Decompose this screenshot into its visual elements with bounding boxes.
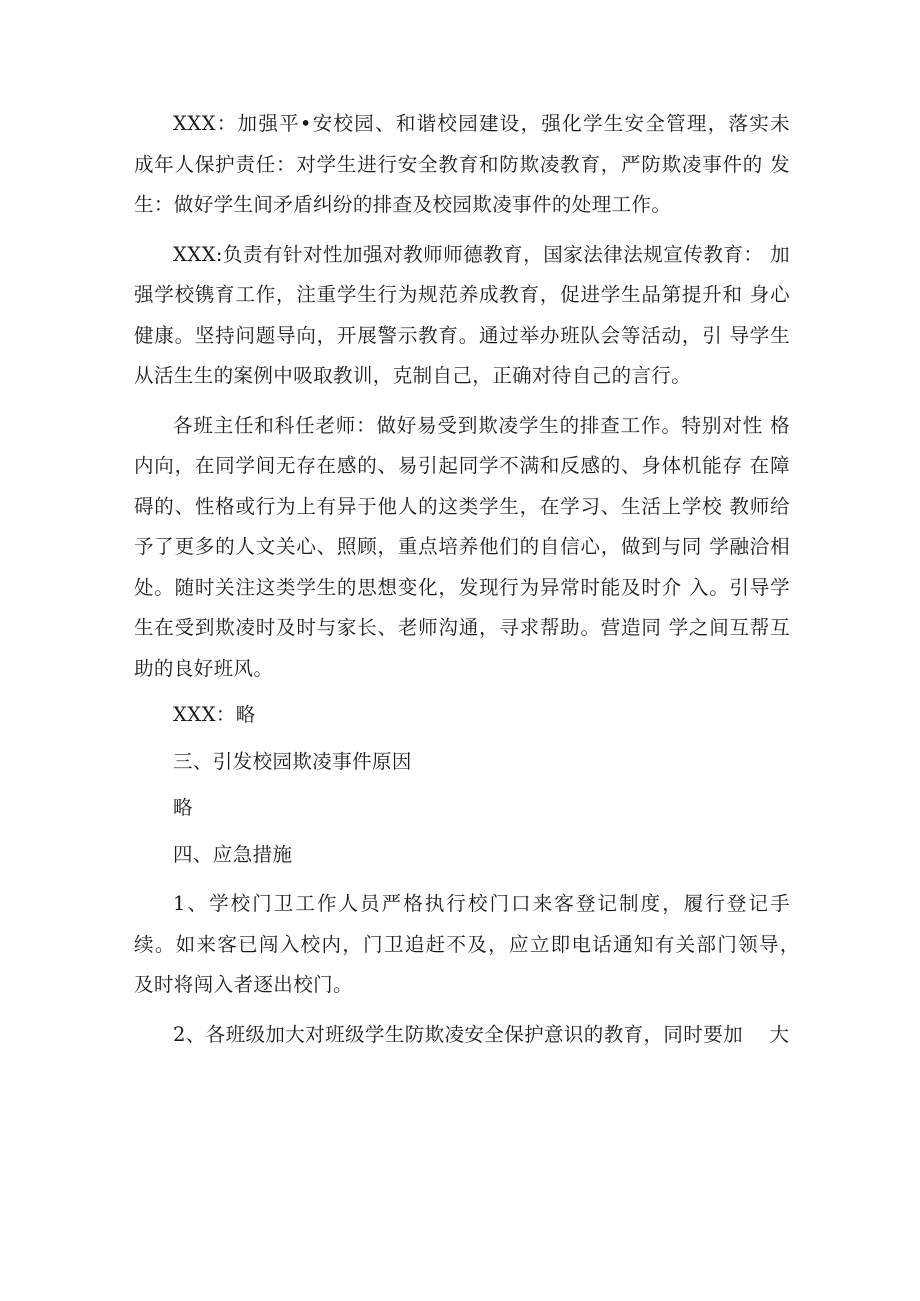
document-body	[134, 104, 810, 1055]
paragraph-causes-omitted: 略	[173, 796, 193, 819]
section-heading-emergency-measures: 四、应急措施	[173, 842, 293, 866]
paragraph-measure-1: 1、学校门卫工作人员严格执行校门口来客登记制度，履行登记手 续。如来客已闯入校内，门卫追赶不及，应立即电话通知有关部门领导， 及时将闯入者逐出校门。	[134, 892, 810, 996]
paragraph-xxx-ethics-duty: XXX:负责有针对性加强对教师师德教育，国家法律法规宣传教育： 加强学校镌育工作，注重学生行为规范养成教育，促进学生品第提升和 身心健康。坚持问题导向，开展警示教育。通过举办班队会等活动，引 导学生从活生生的案例中吸取教训，克制自己，正确对待自己的言行。	[134, 242, 790, 387]
paragraph-teachers-duty: 各班主任和科任老师：做好易受到欺凌学生的排查工作。特别对性 格内向，在同学间无存在感的、易引起同学不满和反感的、身体机能存 在障碍的、性格或行为上有异于他人的这类学生，在学习、生活上学校 教师给予了更多的人文关心、照顾，重点培养他们的自信心，做到与同 学融洽相处。随时关注这类学生的思想变化，发现行为异常时能及时介 入。引导学生在受到欺凌时及时与家长、老师沟通，寻求帮助。营造同 学之间互帮互助的良好班风。	[134, 413, 790, 680]
section-heading-causes: 三、引发校园欺凌事件原因	[173, 749, 412, 773]
paragraph-xxx-safety-duty: XXX：加强平•安校园、和谐校园建设，强化学生安全管理，落实未 成年人保护责任：对学生进行安全教育和防欺凌教育，严防欺凌事件的 发生：做好学生间矛盾纠纷的排查及校园欺凌事件的处理工作。	[134, 112, 790, 216]
paragraph-xxx-omitted: XXX：略	[173, 703, 256, 726]
paragraph-measure-2: 2、各班级加大对班级学生防欺凌安全保护意识的教育，同时要加 大	[173, 1022, 790, 1046]
